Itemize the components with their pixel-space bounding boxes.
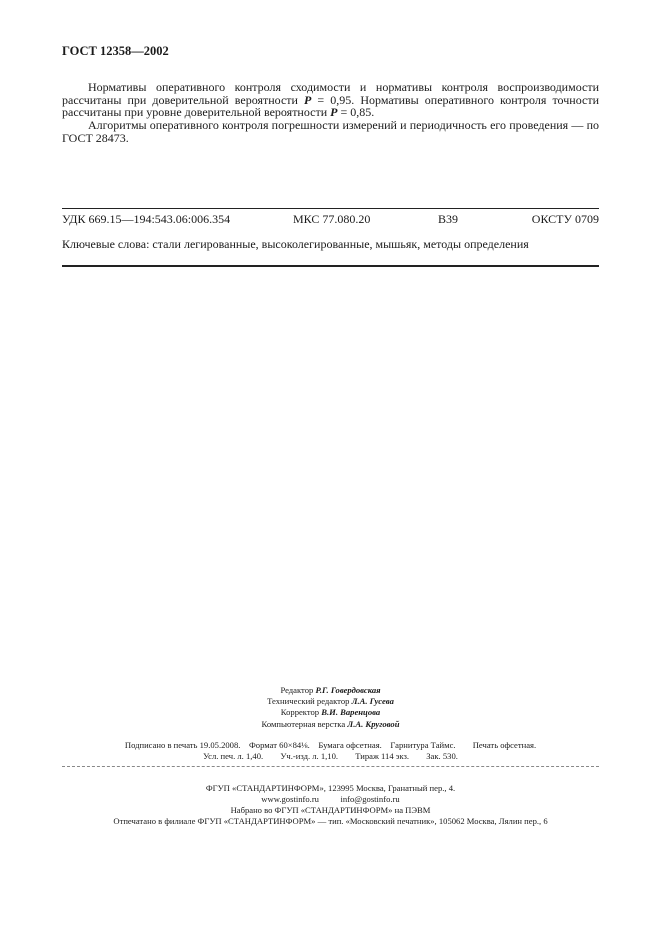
print-info-line-1: Подписано в печать 19.05.2008. Формат 60×84⅛. Бумага офсетная. Гарнитура Таймс. Печать офсетная. [124,740,537,750]
editor-label: Редактор [280,685,316,695]
udk-code: УДК 669.15—194:543.06:006.354 [62,212,231,226]
print-info-line-2: Усл. печ. л. 1,40. Уч.-изд. л. 1,10. Тираж 114 экз. Зак. 530. [203,751,458,761]
publisher-address: ФГУП «СТАНДАРТИНФОРМ», 123995 Москва, Гранатный пер., 4. [205,783,456,793]
okstu-code: ОКСТУ 0709 [531,212,599,226]
paragraph-text: = 0,95. Нормативы оперативного контроля точности рассчитаны при уровне доверительной вероятности [62,92,599,120]
credits-block [0,685,661,730]
document-header: ГОСТ 12358—2002 [62,44,169,58]
tech-editor-name: Л.А. Гусева [351,696,394,707]
top-rule [62,208,599,209]
tech-editor-label: Технический редактор [267,696,352,707]
printed-note: Отпечатано в филиале ФГУП «СТАНДАРТИНФОРМ» — тип. «Московский печатник», 105062 Москва, Лялин пер., 6 [113,816,548,826]
dashed-divider [62,766,599,767]
probability-symbol: P [330,105,338,120]
editor-line [0,685,661,696]
layout-line [0,719,661,730]
layout-name: Л.А. Круговой [347,718,400,729]
corrector-line [0,707,661,718]
layout-label: Компьютерная верстка [261,718,348,729]
paragraph-text: Нормативы оперативного контроля сходимости и нормативы контроля воспроизводимости рассчитаны при доверительной вероятности [62,80,599,107]
keywords-line: Ключевые слова: стали легированные, высоколегированные, мышьяк, методы определения [62,237,529,251]
publisher-web: www.gostinfo.ru info@gostinfo.ru [261,794,400,804]
body-paragraph-1 [62,81,599,119]
paragraph-text: = 0,85. [337,105,375,120]
classification-row [62,212,599,226]
probability-symbol: P [304,92,312,107]
body-paragraph-2: Алгоритмы оперативного контроля погрешности измерений и периодичность его проведения — по ГОСТ 28473. [62,118,599,145]
corrector-name: В.И. Варенцова [321,707,381,718]
corrector-label: Корректор [280,707,322,718]
typeset-note: Набрано во ФГУП «СТАНДАРТИНФОРМ» на ПЭВМ [230,805,431,815]
publisher-footer [0,783,661,827]
bottom-rule [62,265,599,267]
editor-name: Р.Г. Говердовская [315,685,381,695]
group-code: В39 [438,212,459,226]
print-info-block [0,740,661,762]
mks-code: МКС 77.080.20 [293,212,371,226]
tech-editor-line [0,696,661,707]
